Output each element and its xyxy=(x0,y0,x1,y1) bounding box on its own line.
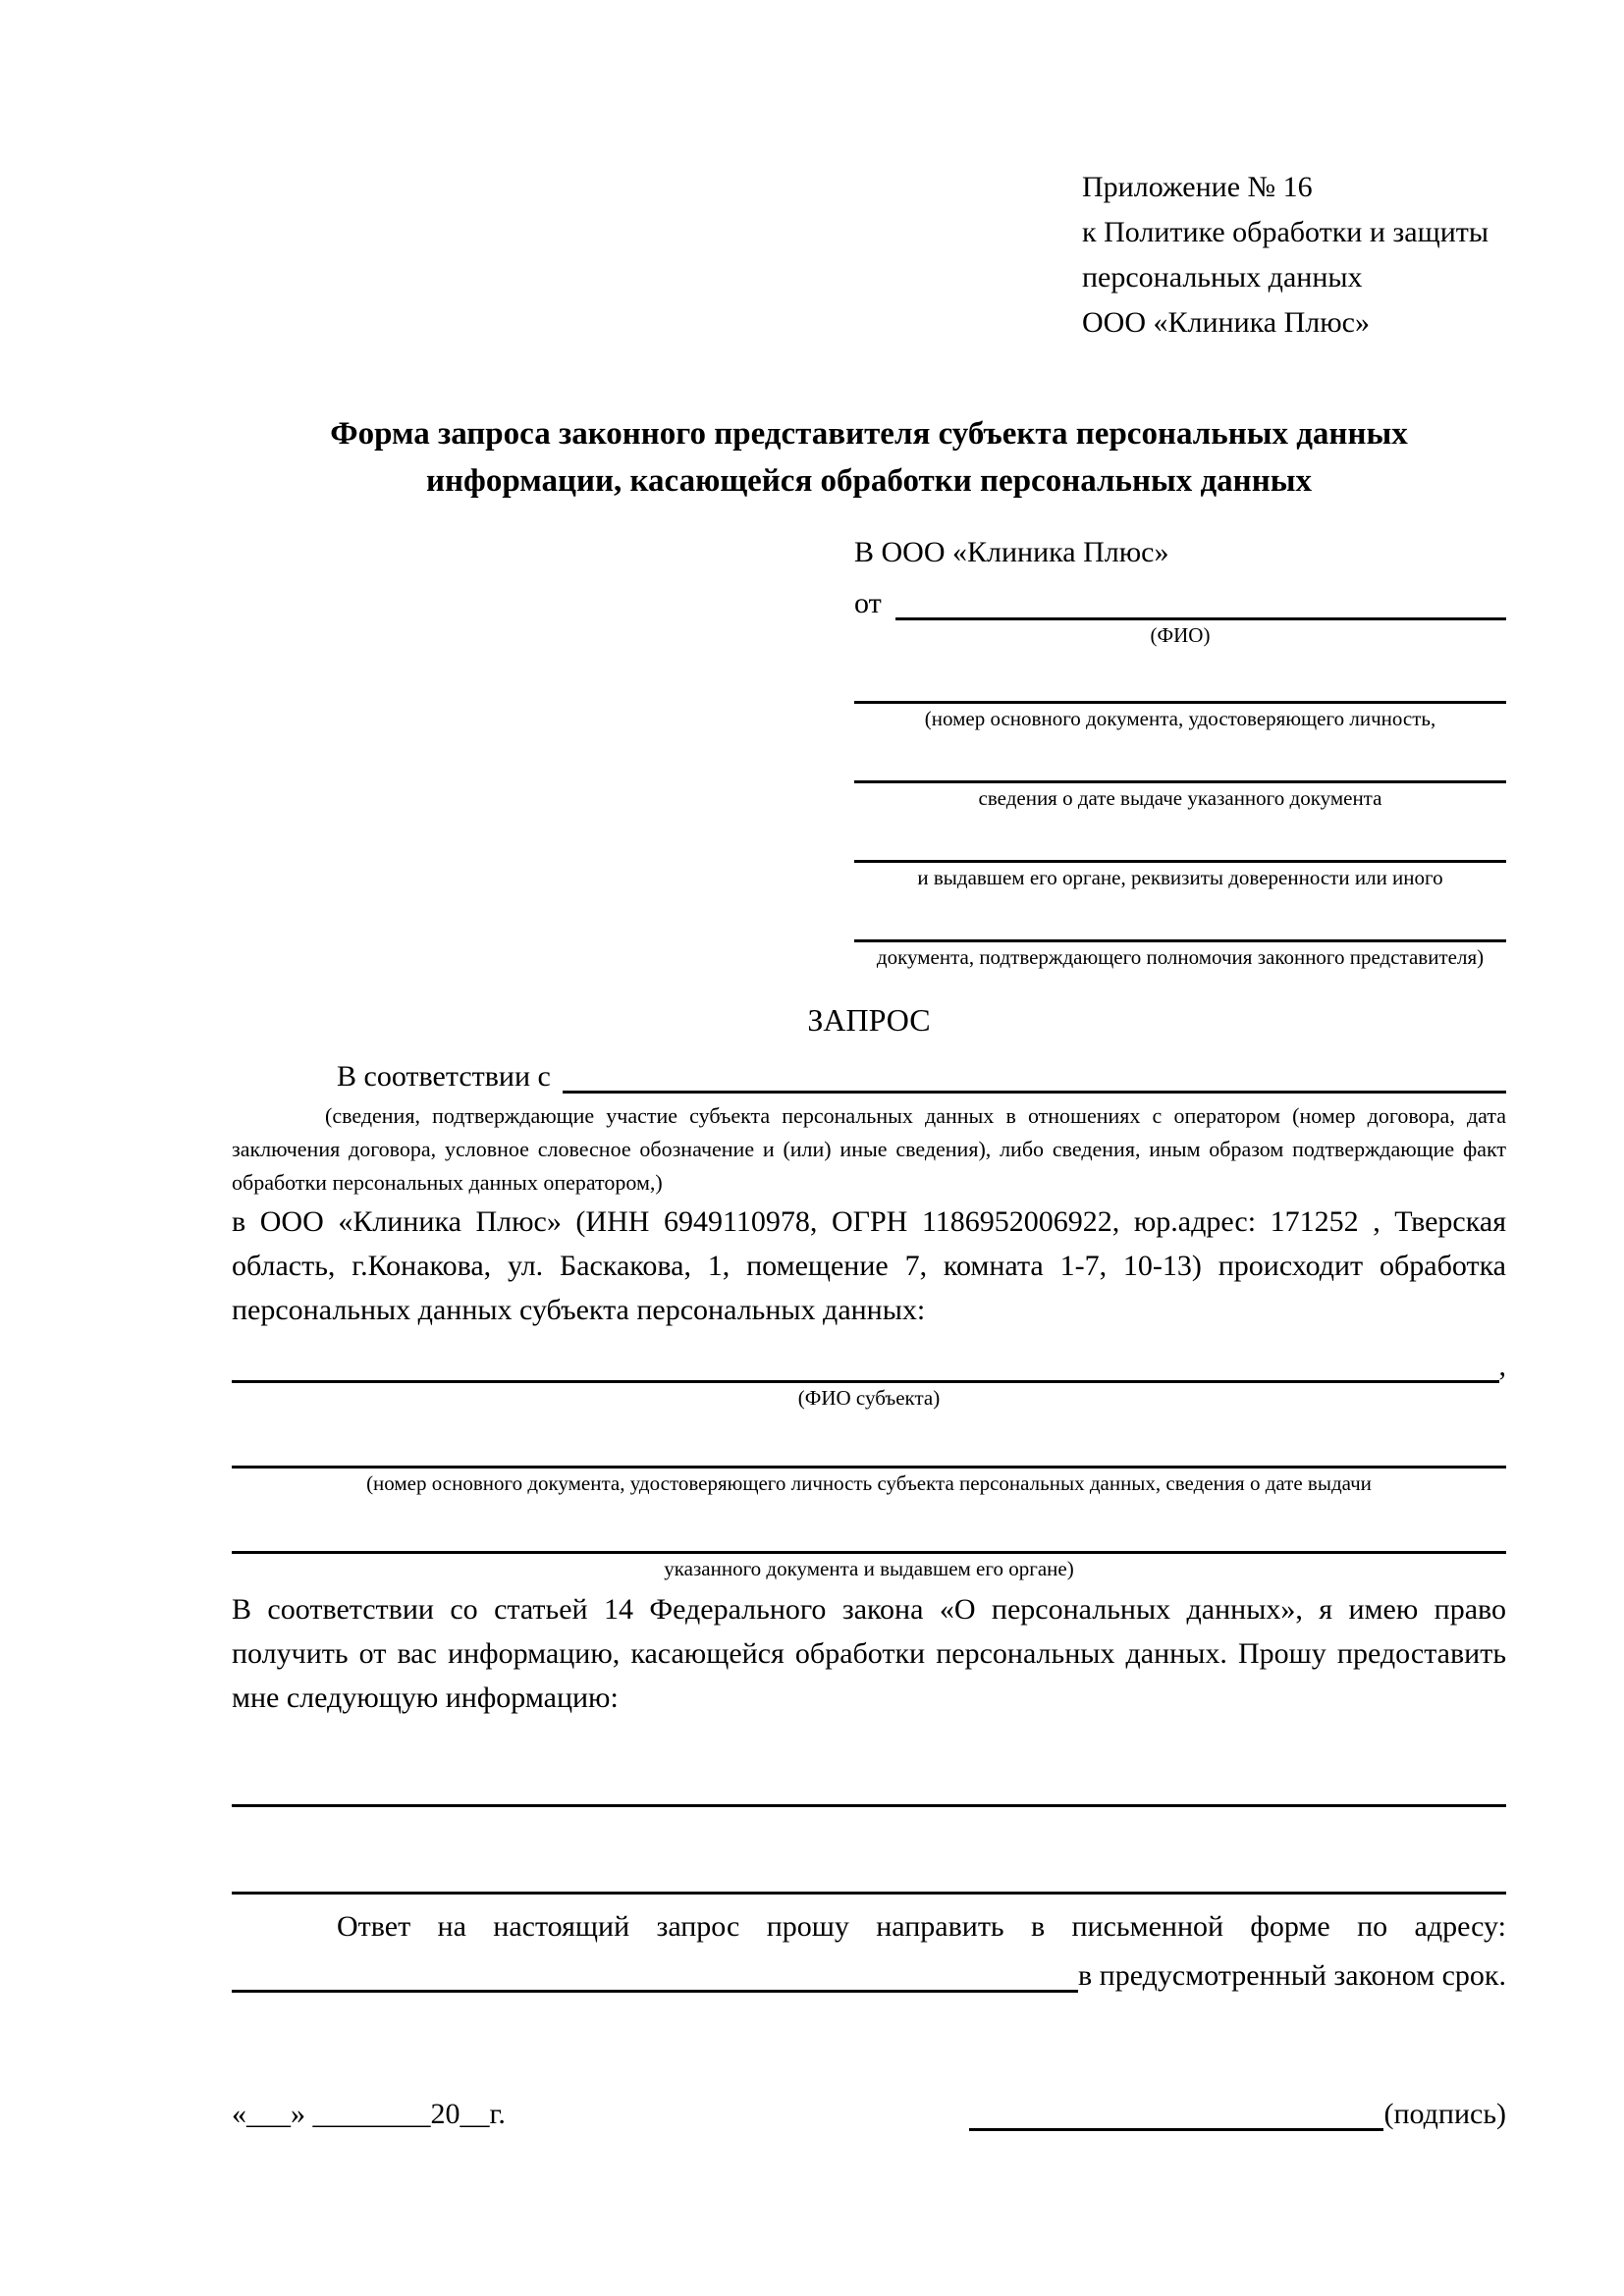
doc-caption-2: сведения о дате выдаче указанного документа xyxy=(978,786,1382,810)
subject-fio-suffix: , xyxy=(1498,1350,1506,1382)
reply-address-row xyxy=(232,1949,1506,1993)
subject-fio-caption: (ФИО субъекта) xyxy=(797,1386,941,1410)
subject-doc-field-2[interactable] xyxy=(232,1523,1506,1554)
reply-suffix: в предусмотренный законом срок. xyxy=(1078,1959,1506,1992)
appendix-block xyxy=(1082,165,1506,346)
reply-paragraph: Ответ на настоящий запрос прошу направить в письменной форме по адресу: xyxy=(337,1910,1506,1943)
document-title-line: Форма запроса законного представителя субъекта персональных данных xyxy=(330,416,1408,452)
intro-note: (сведения, подтверждающие участие субъекта персональных данных в отношениях с оператором (номер договора, дата заключения договора, условное словесное обозначение и (или) иные сведения), либо сведения, иным образом подтверждающие факт обработки персональных данных оператором,) xyxy=(232,1103,1506,1195)
date-field[interactable]: «___» ________20__г. xyxy=(232,2098,506,2130)
subject-fio-row xyxy=(232,1346,1506,1383)
fio-caption: (ФИО) xyxy=(1150,623,1211,647)
request-heading: ЗАПРОС xyxy=(807,1002,931,1038)
representative-doc-field-1[interactable] xyxy=(854,673,1506,704)
representative-doc-field-3[interactable] xyxy=(854,832,1506,863)
reply-address-field[interactable] xyxy=(232,1956,1078,1993)
representative-doc-field-4[interactable] xyxy=(854,912,1506,942)
requested-info-field-2[interactable] xyxy=(232,1864,1506,1895)
signature-caption: (подпись) xyxy=(1383,2098,1506,2130)
operator-paragraph: в ООО «Клиника Плюс» (ИНН 6949110978, ОГРН 1186952006922, юр.адрес: 171252 , Тверская область, г.Конакова, ул. Баскакова, 1, помещение 7, комната 1-7, 10-13) происходит обработка персональных данных субъекта персональных данных: xyxy=(232,1205,1506,1326)
subject-fio-field[interactable] xyxy=(232,1347,1499,1383)
appendix-line: персональных данных xyxy=(1082,261,1363,294)
subject-doc-caption-1: (номер основного документа, удостоверяющего личность субъекта персональных данных, сведения о дате выдачи xyxy=(366,1471,1372,1495)
requested-info-field-1[interactable] xyxy=(232,1777,1506,1807)
subject-doc-field-1[interactable] xyxy=(232,1438,1506,1468)
appendix-line: к Политике обработки и защиты xyxy=(1082,216,1489,248)
intro-label: В соответствии с xyxy=(337,1060,551,1093)
appendix-line: ООО «Клиника Плюс» xyxy=(1082,306,1370,339)
recipient-block xyxy=(854,530,1506,972)
from-row xyxy=(854,581,1506,620)
law-paragraph: В соответствии со статьей 14 Федерального закона «О персональных данных», я имею право получить от вас информацию, касающейся обработки персональных данных. Прошу предоставить мне следующую информацию: xyxy=(232,1593,1506,1714)
signature-group xyxy=(969,2095,1506,2131)
doc-caption-4: документа, подтверждающего полномочия законного представителя) xyxy=(876,945,1485,969)
from-label: от xyxy=(854,587,882,619)
appendix-line: Приложение № 16 xyxy=(1082,171,1313,203)
recipient-organization: В ООО «Клиника Плюс» xyxy=(854,536,1169,568)
doc-caption-3: и выдавшем его органе, реквизиты доверенности или иного xyxy=(917,866,1443,889)
representative-doc-field-2[interactable] xyxy=(854,753,1506,783)
basis-field[interactable] xyxy=(563,1057,1506,1094)
document-title xyxy=(232,410,1506,505)
signature-field[interactable] xyxy=(969,2095,1383,2131)
footer-row xyxy=(232,2095,1506,2131)
document-title-line: информации, касающейся обработки персональных данных xyxy=(426,463,1312,499)
doc-caption-1: (номер основного документа, удостоверяющего личность, xyxy=(924,707,1436,730)
subject-doc-caption-2: указанного документа и выдавшем его органе) xyxy=(664,1557,1074,1580)
representative-fio-field[interactable] xyxy=(895,584,1506,620)
intro-row xyxy=(232,1050,1506,1094)
